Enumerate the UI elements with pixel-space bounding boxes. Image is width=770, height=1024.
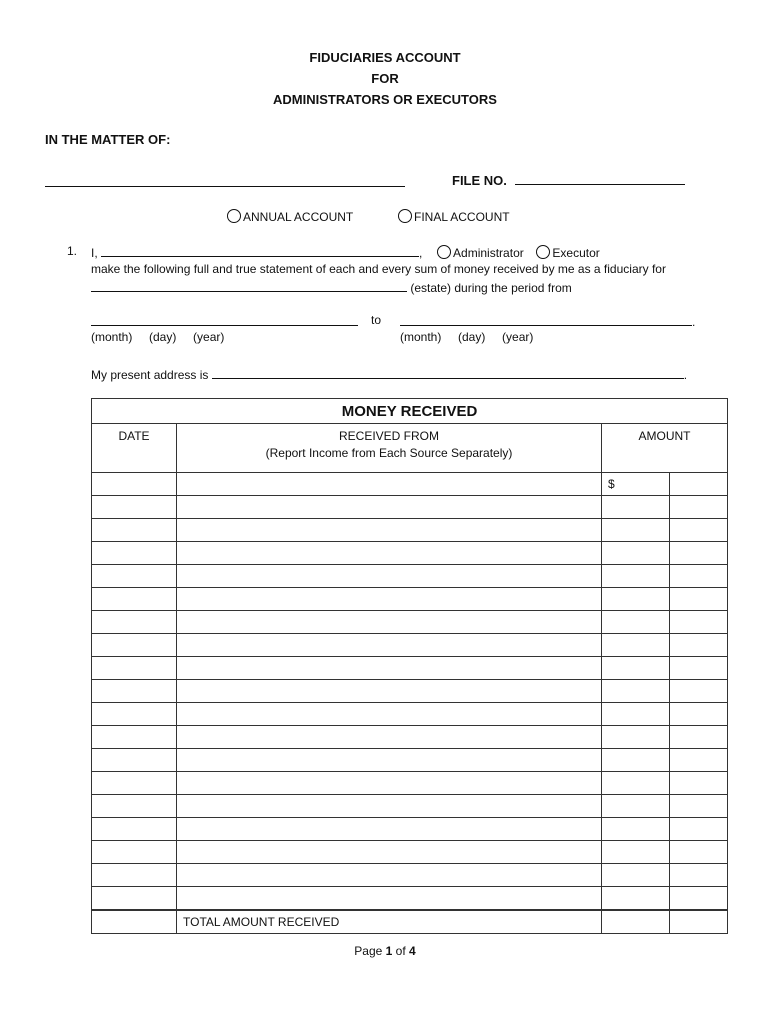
cents-cell[interactable]	[670, 841, 728, 864]
period-start-hint: (month) (day) (year)	[91, 330, 225, 344]
administrator-radio[interactable]	[437, 245, 451, 259]
period-end-punct: .	[692, 315, 696, 329]
estate-suffix: (estate) during the period from	[410, 281, 572, 295]
period-start-line[interactable]	[91, 313, 358, 326]
amount-cell[interactable]	[602, 565, 670, 588]
statement-line-3	[91, 279, 572, 295]
table-row	[92, 634, 728, 657]
table-row	[92, 818, 728, 841]
received-from-cell[interactable]	[177, 818, 602, 841]
received-from-cell[interactable]	[177, 726, 602, 749]
table-row	[92, 726, 728, 749]
received-from-cell[interactable]	[177, 887, 602, 911]
cents-cell[interactable]	[670, 680, 728, 703]
table-row	[92, 887, 728, 911]
cents-cell[interactable]	[670, 726, 728, 749]
page-prefix: Page	[354, 944, 383, 958]
table-row	[92, 611, 728, 634]
page-current: 1	[385, 944, 393, 958]
administrator-label: Administrator	[453, 246, 524, 260]
amount-cell[interactable]	[602, 726, 670, 749]
received-from-cell[interactable]	[177, 496, 602, 519]
amount-cell[interactable]	[602, 749, 670, 772]
received-from-note: (Report Income from Each Source Separately)	[265, 446, 513, 460]
amount-cell[interactable]	[602, 864, 670, 887]
date-cell[interactable]	[92, 795, 177, 818]
amount-cell[interactable]	[602, 818, 670, 841]
period-to-label: to	[371, 313, 382, 327]
amount-cell[interactable]	[602, 611, 670, 634]
amount-cell[interactable]	[602, 795, 670, 818]
received-from-cell[interactable]	[177, 703, 602, 726]
annual-account-label: ANNUAL ACCOUNT	[243, 210, 354, 224]
statement-line-1	[91, 244, 600, 260]
total-label: TOTAL AMOUNT RECEIVED	[177, 910, 602, 934]
date-cell[interactable]	[92, 473, 177, 496]
matter-label: IN THE MATTER OF:	[45, 132, 171, 147]
amount-cell[interactable]	[602, 496, 670, 519]
amount-cell[interactable]	[602, 588, 670, 611]
final-account-option[interactable]	[398, 209, 510, 224]
date-cell[interactable]	[92, 542, 177, 565]
file-no-field[interactable]	[515, 172, 685, 185]
table-row	[92, 772, 728, 795]
cents-cell[interactable]	[670, 887, 728, 911]
date-cell[interactable]	[92, 703, 177, 726]
received-from-label: RECEIVED FROM	[338, 429, 439, 443]
currency-symbol[interactable]: $	[602, 473, 670, 496]
item-number: 1.	[67, 244, 78, 258]
column-header-amount: AMOUNT	[602, 424, 728, 473]
amount-cell[interactable]	[602, 519, 670, 542]
cents-cell[interactable]	[670, 634, 728, 657]
amount-cell[interactable]	[602, 703, 670, 726]
cents-cell[interactable]	[670, 818, 728, 841]
received-from-cell[interactable]	[177, 680, 602, 703]
annual-account-option[interactable]	[227, 209, 353, 224]
date-cell[interactable]	[92, 680, 177, 703]
period-end-line[interactable]	[400, 313, 692, 326]
file-no-row	[452, 172, 685, 188]
fiduciary-name-field[interactable]	[101, 244, 419, 257]
table-row	[92, 680, 728, 703]
received-from-cell[interactable]	[177, 634, 602, 657]
cents-cell[interactable]	[670, 795, 728, 818]
total-row	[92, 910, 728, 934]
cents-cell[interactable]	[670, 588, 728, 611]
table-row	[92, 657, 728, 680]
date-cell[interactable]	[92, 588, 177, 611]
total-date-cell	[92, 910, 177, 934]
matter-name-line[interactable]	[45, 174, 405, 187]
table-row	[92, 795, 728, 818]
estate-name-field[interactable]	[91, 279, 407, 292]
page-of: of	[395, 944, 406, 958]
period-end-field[interactable]	[400, 313, 695, 329]
address-field[interactable]	[212, 366, 684, 379]
date-cell[interactable]	[92, 864, 177, 887]
date-cell[interactable]	[92, 749, 177, 772]
received-from-cell[interactable]	[177, 772, 602, 795]
amount-cell[interactable]	[602, 542, 670, 565]
table-title: MONEY RECEIVED	[92, 399, 728, 424]
ledger-rows	[92, 473, 728, 911]
page-number	[0, 944, 770, 958]
annual-account-radio[interactable]	[227, 209, 241, 223]
cents-cell[interactable]	[670, 473, 728, 496]
received-from-cell[interactable]	[177, 565, 602, 588]
amount-cell[interactable]	[602, 772, 670, 795]
file-no-label: FILE NO.	[452, 173, 507, 188]
form-title-line-2: FOR	[371, 71, 399, 86]
cents-cell[interactable]	[670, 542, 728, 565]
amount-cell[interactable]	[602, 657, 670, 680]
final-account-label: FINAL ACCOUNT	[414, 210, 510, 224]
comma-text: ,	[419, 246, 423, 260]
address-row	[91, 366, 687, 382]
received-from-cell[interactable]	[177, 611, 602, 634]
cents-cell[interactable]	[670, 749, 728, 772]
cents-cell[interactable]	[670, 703, 728, 726]
statement-line-2: make the following full and true statement of each and every sum of money received by me as a fiduciary for	[91, 262, 666, 276]
money-received-table	[91, 398, 728, 934]
amount-cell[interactable]	[602, 634, 670, 657]
received-from-cell[interactable]	[177, 542, 602, 565]
table-row	[92, 542, 728, 565]
amount-cell[interactable]	[602, 841, 670, 864]
cents-cell[interactable]	[670, 519, 728, 542]
amount-cell[interactable]	[602, 887, 670, 911]
received-from-cell[interactable]	[177, 795, 602, 818]
date-cell[interactable]	[92, 519, 177, 542]
form-title-line-3: ADMINISTRATORS OR EXECUTORS	[273, 92, 497, 107]
table-row	[92, 841, 728, 864]
received-from-cell[interactable]	[177, 473, 602, 496]
amount-cell[interactable]	[602, 680, 670, 703]
date-cell[interactable]	[92, 818, 177, 841]
date-cell[interactable]	[92, 657, 177, 680]
i-label: I,	[91, 246, 98, 260]
received-from-cell[interactable]	[177, 519, 602, 542]
column-header-date: DATE	[92, 424, 177, 473]
table-row	[92, 749, 728, 772]
cents-cell[interactable]	[670, 657, 728, 680]
date-cell[interactable]	[92, 887, 177, 911]
table-row	[92, 588, 728, 611]
received-from-cell[interactable]	[177, 864, 602, 887]
table-row	[92, 864, 728, 887]
table-row	[92, 473, 728, 496]
cents-cell[interactable]	[670, 565, 728, 588]
received-from-cell[interactable]	[177, 657, 602, 680]
date-cell[interactable]	[92, 634, 177, 657]
date-cell[interactable]	[92, 772, 177, 795]
received-from-cell[interactable]	[177, 749, 602, 772]
table-row	[92, 703, 728, 726]
table-row	[92, 565, 728, 588]
total-cents-cell[interactable]	[670, 910, 728, 934]
received-from-cell[interactable]	[177, 841, 602, 864]
final-account-radio[interactable]	[398, 209, 412, 223]
table-row	[92, 496, 728, 519]
table-row	[92, 519, 728, 542]
address-label: My present address is	[91, 368, 209, 382]
cents-cell[interactable]	[670, 496, 728, 519]
cents-cell[interactable]	[670, 864, 728, 887]
date-cell[interactable]	[92, 726, 177, 749]
executor-radio[interactable]	[536, 245, 550, 259]
address-end-punct: .	[683, 368, 688, 382]
received-from-cell[interactable]	[177, 588, 602, 611]
date-cell[interactable]	[92, 841, 177, 864]
period-start-field[interactable]	[91, 313, 358, 329]
cents-cell[interactable]	[670, 611, 728, 634]
date-cell[interactable]	[92, 496, 177, 519]
date-cell[interactable]	[92, 611, 177, 634]
cents-cell[interactable]	[670, 772, 728, 795]
period-end-hint: (month) (day) (year)	[400, 330, 534, 344]
form-title-line-1: FIDUCIARIES ACCOUNT	[309, 50, 461, 65]
total-amount-cell[interactable]	[602, 910, 670, 934]
page-total: 4	[409, 944, 416, 958]
date-cell[interactable]	[92, 565, 177, 588]
column-header-received-from	[177, 424, 602, 473]
executor-label: Executor	[552, 246, 600, 260]
matter-name-field[interactable]	[45, 174, 405, 190]
